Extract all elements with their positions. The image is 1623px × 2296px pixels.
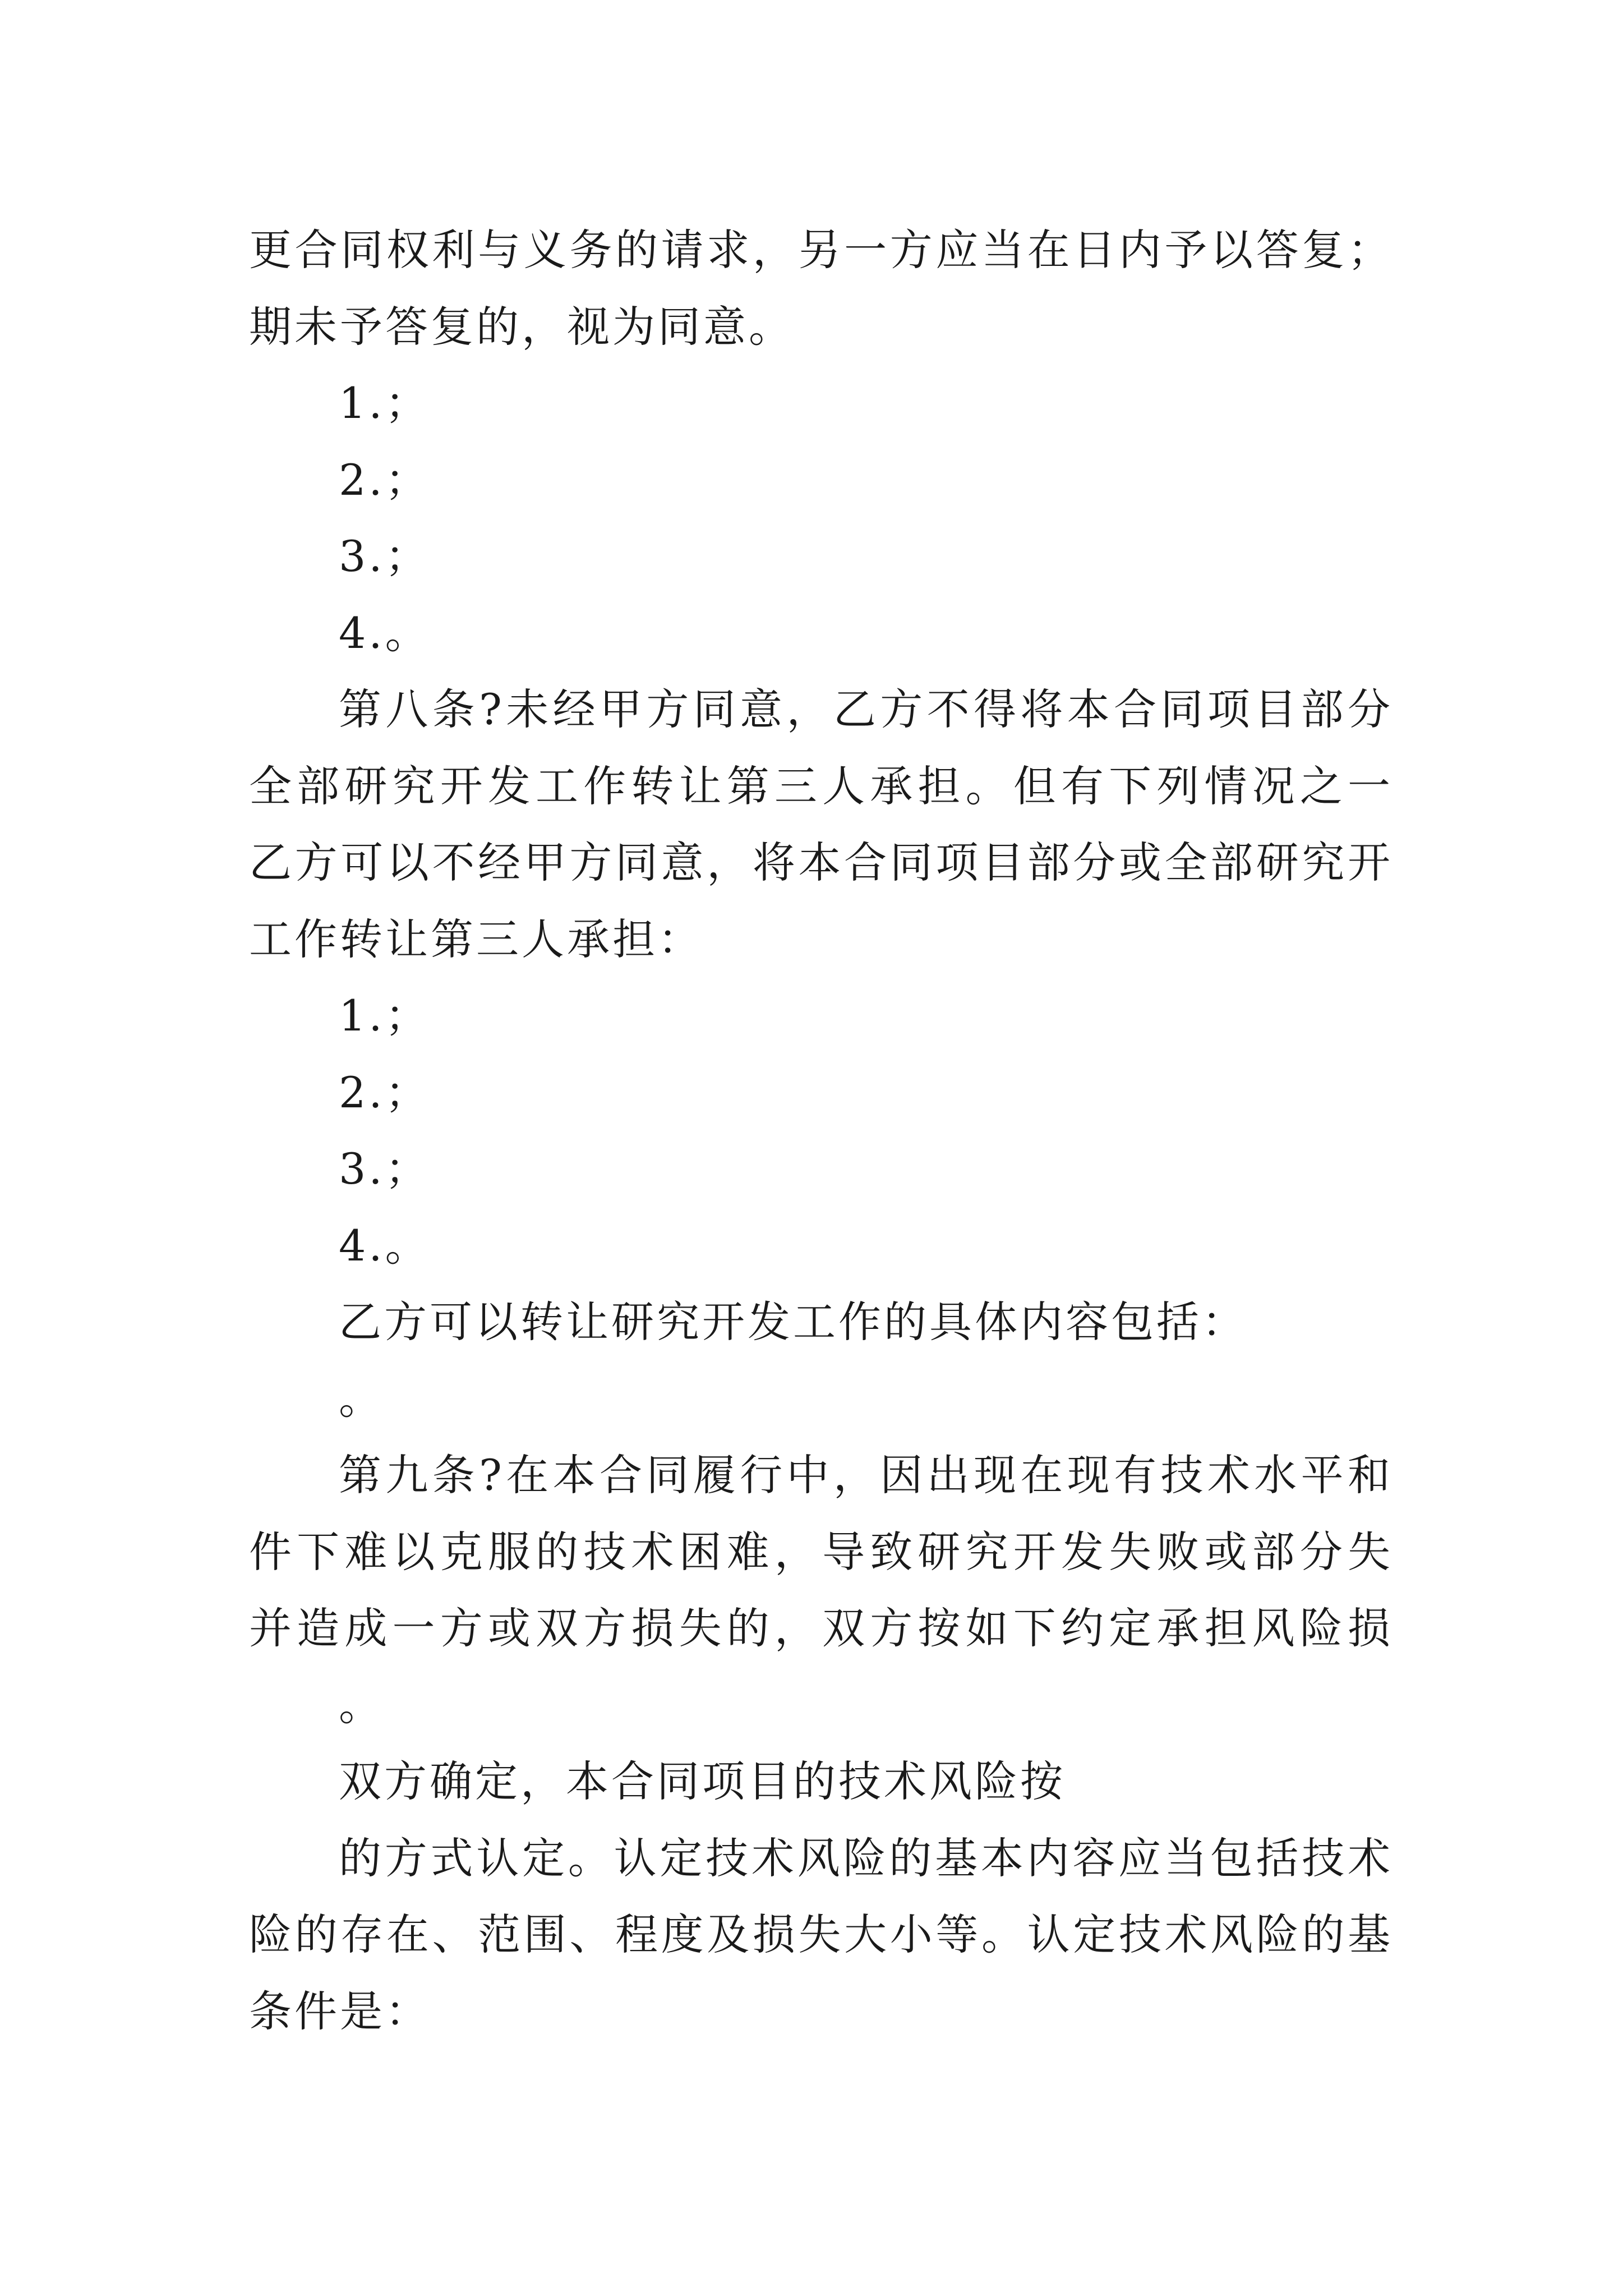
list-item: 3.； [339, 1144, 431, 1194]
text-line: 双方确定，本合同项目的技术风险按 [339, 1756, 1066, 1806]
text-line: 全部研究开发工作转让第三人承担。但有下列情况之一 [249, 761, 1393, 811]
list-item: 4.。 [339, 608, 431, 658]
document-body [249, 212, 1393, 2050]
text-line: 更合同权利与义务的请求，另一方应当在日内予以答复； [249, 225, 1393, 275]
list-item: 1.； [339, 991, 431, 1041]
text-line: 乙方可以转让研究开发工作的具体内容包括： [339, 1297, 1247, 1347]
text-line: 件下难以克服的技术困难，导致研究开发失败或部分失 [249, 1526, 1393, 1577]
list-item: 3.； [339, 531, 431, 581]
article-9-heading-line: 第九条?在本合同履行中，因出现在现有技术水平和 [339, 1450, 1393, 1500]
text-line: 并造成一方或双方损失的，双方按如下约定承担风险损 [249, 1603, 1393, 1653]
article-8-heading-line: 第八条?未经甲方同意，乙方不得将本合同项目部分 [339, 684, 1393, 734]
text-line: 。 [339, 1680, 384, 1730]
list-item: 4.。 [339, 1220, 431, 1271]
text-line: 期未予答复的，视为同意。 [249, 301, 794, 352]
text-line: 工作转让第三人承担： [249, 914, 703, 964]
text-line: 乙方可以不经甲方同意，将本合同项目部分或全部研究开 [249, 838, 1393, 887]
text-line: 的方式认定。认定技术风险的基本内容应当包括技术 [339, 1833, 1393, 1883]
list-item: 2.； [339, 1067, 431, 1117]
list-item: 2.； [339, 454, 431, 505]
text-line: 。 [339, 1373, 384, 1424]
text-line: 险的存在、范围、程度及损失大小等。认定技术风险的基 [249, 1910, 1393, 1959]
list-item: 1.； [339, 378, 431, 428]
text-line: 条件是： [249, 1986, 431, 2036]
